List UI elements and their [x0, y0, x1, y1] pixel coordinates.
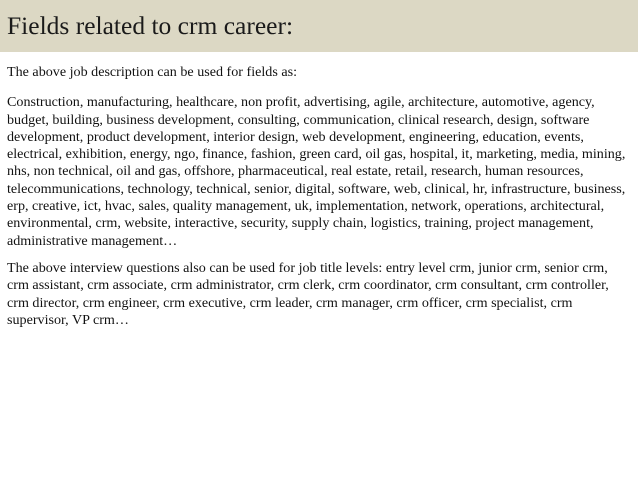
slide-title: Fields related to crm career: [7, 11, 294, 40]
job-levels-text: The above interview questions also can be used for job title levels: entry level crm, junior crm, senior crm, crm assistant, crm associate, crm administrator, crm clerk, crm coordinator, crm consultant, crm controller, crm director, crm engineer, crm executive, crm leader, crm manager, crm officer, crm specialist, crm supervisor, VP crm… [7, 259, 609, 328]
slide-content [7, 64, 633, 329]
title-bar [0, 0, 638, 52]
intro-text: The above job description can be used for fields as: [7, 64, 298, 80]
fields-list-text: Construction, manufacturing, healthcare, non profit, advertising, agile, architecture, automotive, agency, budget, building, business development, consulting, communication, clinical research, design, software development, product development, interior design, web development, engineering, education, events, electrical, exhibition, energy, ngo, finance, fashion, green card, oil gas, hospital, it, marketing, media, mining, nhs, non technical, oil and gas, offshore, pharmaceutical, real estate, retail, research, human resources, telecommunications, technology, technical, senior, digital, software, web, clinical, hr, infrastructure, business, erp, creative, ict, hvac, sales, quality management, uk, implementation, network, operations, architectural, environmental, crm, website, interactive, security, supply chain, logistics, training, project management, administrative management… [7, 94, 626, 249]
